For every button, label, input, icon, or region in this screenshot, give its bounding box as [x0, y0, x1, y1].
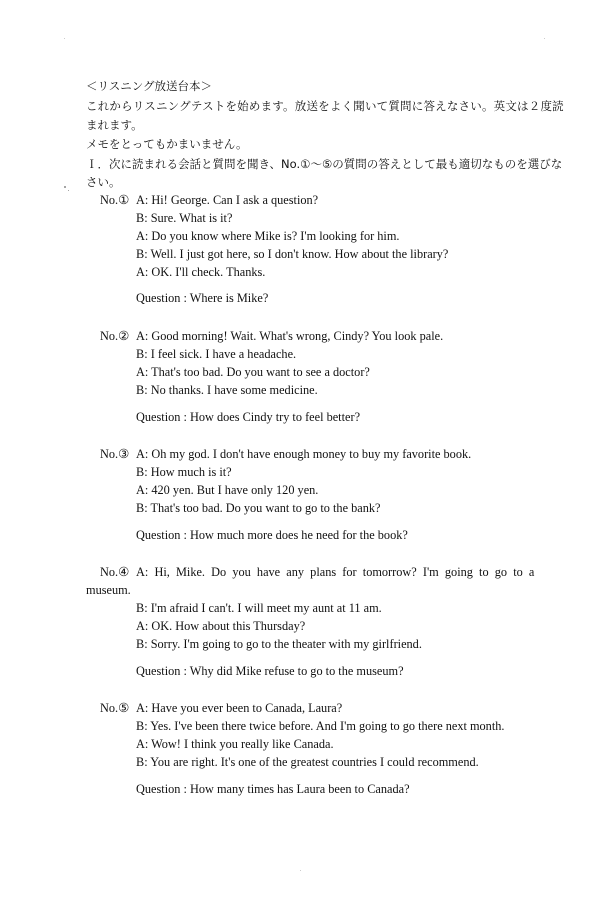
dialogue-line: A: OK. I'll check. Thanks. [136, 265, 266, 279]
dialogue-line: B: You are right. It's one of the greatest countries I could recommend. [136, 755, 479, 769]
section-instruction-line-1: Ｉ．次に読まれる会話と質問を聞き、No.①～⑤の質問の答えとして最も適切なものを選びな [86, 157, 563, 171]
dialogue-line: A: Good morning! Wait. What's wrong, Cindy? You look pale. [136, 329, 444, 343]
dialogue-line: A: That's too bad. Do you want to see a doctor? [136, 365, 370, 379]
dialogue-line: B: Well. I just got here, so I don't know. How about the library? [136, 247, 449, 261]
section-instruction-line-2: さい。 [86, 175, 121, 189]
item-number: No.③ [100, 447, 130, 461]
dialogue-line: A: OK. How about this Thursday? [136, 619, 306, 633]
dialogue-line: B: I feel sick. I have a headache. [136, 347, 297, 361]
question-text: Question : Why did Mike refuse to go to the museum? [136, 664, 404, 678]
dialogue-line: B: That's too bad. Do you want to go to the bank? [136, 501, 381, 515]
dialogue-line: B: Yes. I've been there twice before. And I'm going to go there next month. [136, 719, 505, 733]
page-title: ＜リスニング放送台本＞ [86, 79, 213, 93]
dialogue-line: B: No thanks. I have some medicine. [136, 383, 318, 397]
question-text: Question : Where is Mike? [136, 291, 269, 305]
item-number: No.① [100, 193, 130, 207]
scan-speck [64, 186, 66, 188]
item-number: No.⑤ [100, 701, 130, 715]
dialogue-line: A: Wow! I think you really like Canada. [136, 737, 334, 751]
scan-speck [68, 190, 69, 191]
item-number: No.② [100, 329, 130, 343]
dialogue-line: A: Hi, Mike. Do you have any plans for tomorrow? I'm going to go to a [136, 565, 535, 579]
dialogue-line: A: Have you ever been to Canada, Laura? [136, 701, 343, 715]
dialogue-line: B: Sure. What is it? [136, 211, 233, 225]
dialogue-line: B: Sorry. I'm going to go to the theater with my girlfriend. [136, 637, 422, 651]
item-number: No.④ [100, 565, 130, 579]
dialogue-line: A: Do you know where Mike is? I'm looking for him. [136, 229, 400, 243]
scan-speck [300, 870, 301, 871]
question-text: Question : How much more does he need for the book? [136, 528, 408, 542]
scan-speck [544, 38, 545, 39]
scan-speck [64, 38, 65, 39]
question-text: Question : How many times has Laura been to Canada? [136, 782, 410, 796]
dialogue-line: B: How much is it? [136, 465, 232, 479]
intro-text-line-2: まれます。 [86, 118, 143, 132]
intro-text-line-3: メモをとってもかまいません。 [86, 137, 248, 151]
dialogue-line: A: Hi! George. Can I ask a question? [136, 193, 319, 207]
dialogue-line: A: Oh my god. I don't have enough money to buy my favorite book. [136, 447, 472, 461]
question-text: Question : How does Cindy try to feel better? [136, 410, 361, 424]
dialogue-line-wrap: museum. [86, 583, 131, 597]
intro-text-line-1: これからリスニングテストを始めます。放送をよく聞いて質問に答えなさい。英文は２度読 [86, 99, 564, 113]
dialogue-line: A: 420 yen. But I have only 120 yen. [136, 483, 319, 497]
dialogue-line: B: I'm afraid I can't. I will meet my aunt at 11 am. [136, 601, 382, 615]
